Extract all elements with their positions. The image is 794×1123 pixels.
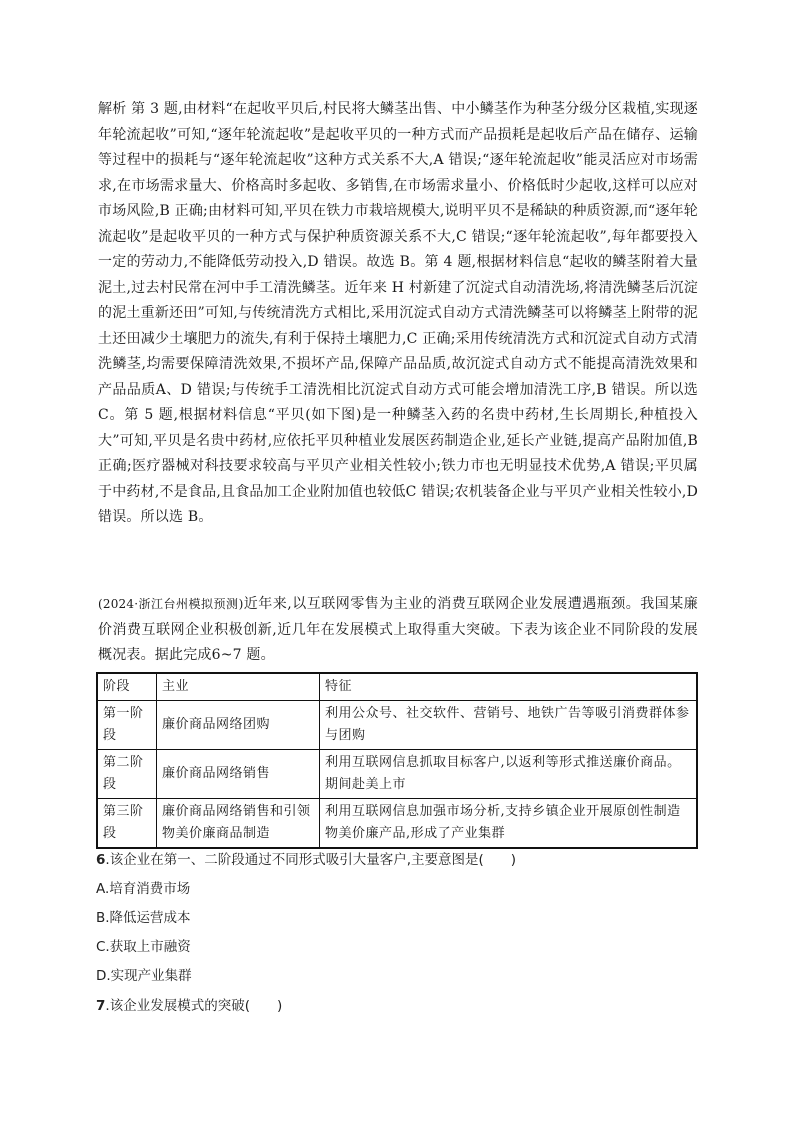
option-c[interactable]: C.获取上市融资 <box>96 939 191 955</box>
analysis-paragraph <box>98 97 698 531</box>
header-business: 主业 <box>157 673 320 701</box>
cell-feature: 利用公众号、社交软件、营销号、地铁广告等吸引消费群体参与团购 <box>320 701 698 750</box>
header-stage: 阶段 <box>97 673 157 701</box>
cell-stage: 第一阶段 <box>97 701 157 750</box>
table-row <box>97 750 697 799</box>
cell-feature: 利用互联网信息抓取目标客户,以返利等形式推送廉价商品。期间赴美上市 <box>320 750 698 799</box>
table-row <box>97 799 697 849</box>
table-row <box>97 701 697 750</box>
question-6-number: 6 <box>96 852 106 868</box>
question-6-text: .该企业在第一、二阶段通过不同形式吸引大量客户,主要意图是( ) <box>105 852 517 868</box>
question-source: (2024·浙江台州模拟预测) <box>98 597 244 611</box>
cell-stage: 第二阶段 <box>97 750 157 799</box>
cell-business: 廉价商品网络团购 <box>157 701 320 750</box>
table-header-row <box>97 673 697 701</box>
option-b[interactable]: B.降低运营成本 <box>96 910 191 926</box>
cell-feature: 利用互联网信息加强市场分析,支持乡镇企业开展原创性制造物美价廉产品,形成了产业集群 <box>320 799 698 849</box>
question-7 <box>96 994 282 1014</box>
stage-table <box>96 672 698 849</box>
option-d[interactable]: D.实现产业集群 <box>96 968 192 984</box>
question-7-number: 7 <box>96 998 106 1014</box>
option-a[interactable]: A.培育消费市场 <box>96 881 191 897</box>
header-feature: 特征 <box>320 673 698 701</box>
intro-text: 近年来,以互联网零售为主业的消费互联网企业发展遭遇瓶颈。我国某廉价消费互联网企业积极创新,近几年在发展模式上取得重大突破。下表为该企业不同阶段的发展概况表。据此完成6~7 题。 <box>98 596 698 663</box>
analysis-label: 解析 <box>98 101 127 117</box>
question-7-text: .该企业发展模式的突破( ) <box>105 998 283 1014</box>
cell-stage: 第三阶段 <box>97 799 157 849</box>
cell-business: 廉价商品网络销售 <box>157 750 320 799</box>
question-6 <box>96 848 516 868</box>
analysis-text: 第 3 题,由材料“在起收平贝后,村民将大鳞茎出售、中小鳞茎作为种茎分级分区栽植,实现逐年轮流起收”可知,“逐年轮流起收”是起收平贝的一种方式而产品损耗是起收后产品在储存、运输等过程中的损耗与“逐年轮流起收”这种方式关系不大,A 错误;“逐年轮流起收”能灵活应对市场需求,在市场需求量大、价格高时多起收、多销售,在市场需求量小、价格低时少起收,这样可以应对市场风险,B 正确;由材料可知,平贝在铁力市栽培规模大,说明平贝不是稀缺的种质资源,而“逐年轮流起收”是起收平贝的一种方式与保护种质资源关系不大,C 错误;“逐年轮流起收”,每年都要投入一定的劳动力,不能降低劳动投入,D 错误。故选 B。第 4 题,根据材料信息“起收的鳞茎附着大量泥土,过去村民常在河中手工清洗鳞茎。近年来 H 村新建了沉淀式自动清洗场,将清洗鳞茎后沉淀的泥土重新还田”可知,与传统清洗方式相比,采用沉淀式自动方式清洗鳞茎可以将鳞茎上附带的泥土还田减少土壤肥力的流失,有利于保持土壤肥力,C 正确;采用传统清洗方式和沉淀式自动方式清洗鳞茎,均需要保障清洗效果,不损坏产品,保障产品品质,故沉淀式自动方式不能提高清洗效果和产品品质A、D 错误;与传统手工清洗相比沉淀式自动方式可能会增加清洗工序,B 错误。所以选 C。第 5 题,根据材料信息“平贝(如下图)是一种鳞茎入药的名贵中药材,生长周期长,种植投入大”可知,平贝是名贵中药材,应依托平贝种植业发展医药制造企业,延长产业链,提高产品附加值,B 正确;医疗器械对科技要求较高与平贝产业相关性较小;铁力市也无明显技术优势,A 错误;平贝属于中药材,不是食品,且食品加工企业附加值也较低C 错误;农机装备企业与平贝产业相关性较小,D 错误。所以选 B。 <box>98 101 698 525</box>
question-intro <box>98 592 698 669</box>
cell-business: 廉价商品网络销售和引领物美价廉商品制造 <box>157 799 320 849</box>
